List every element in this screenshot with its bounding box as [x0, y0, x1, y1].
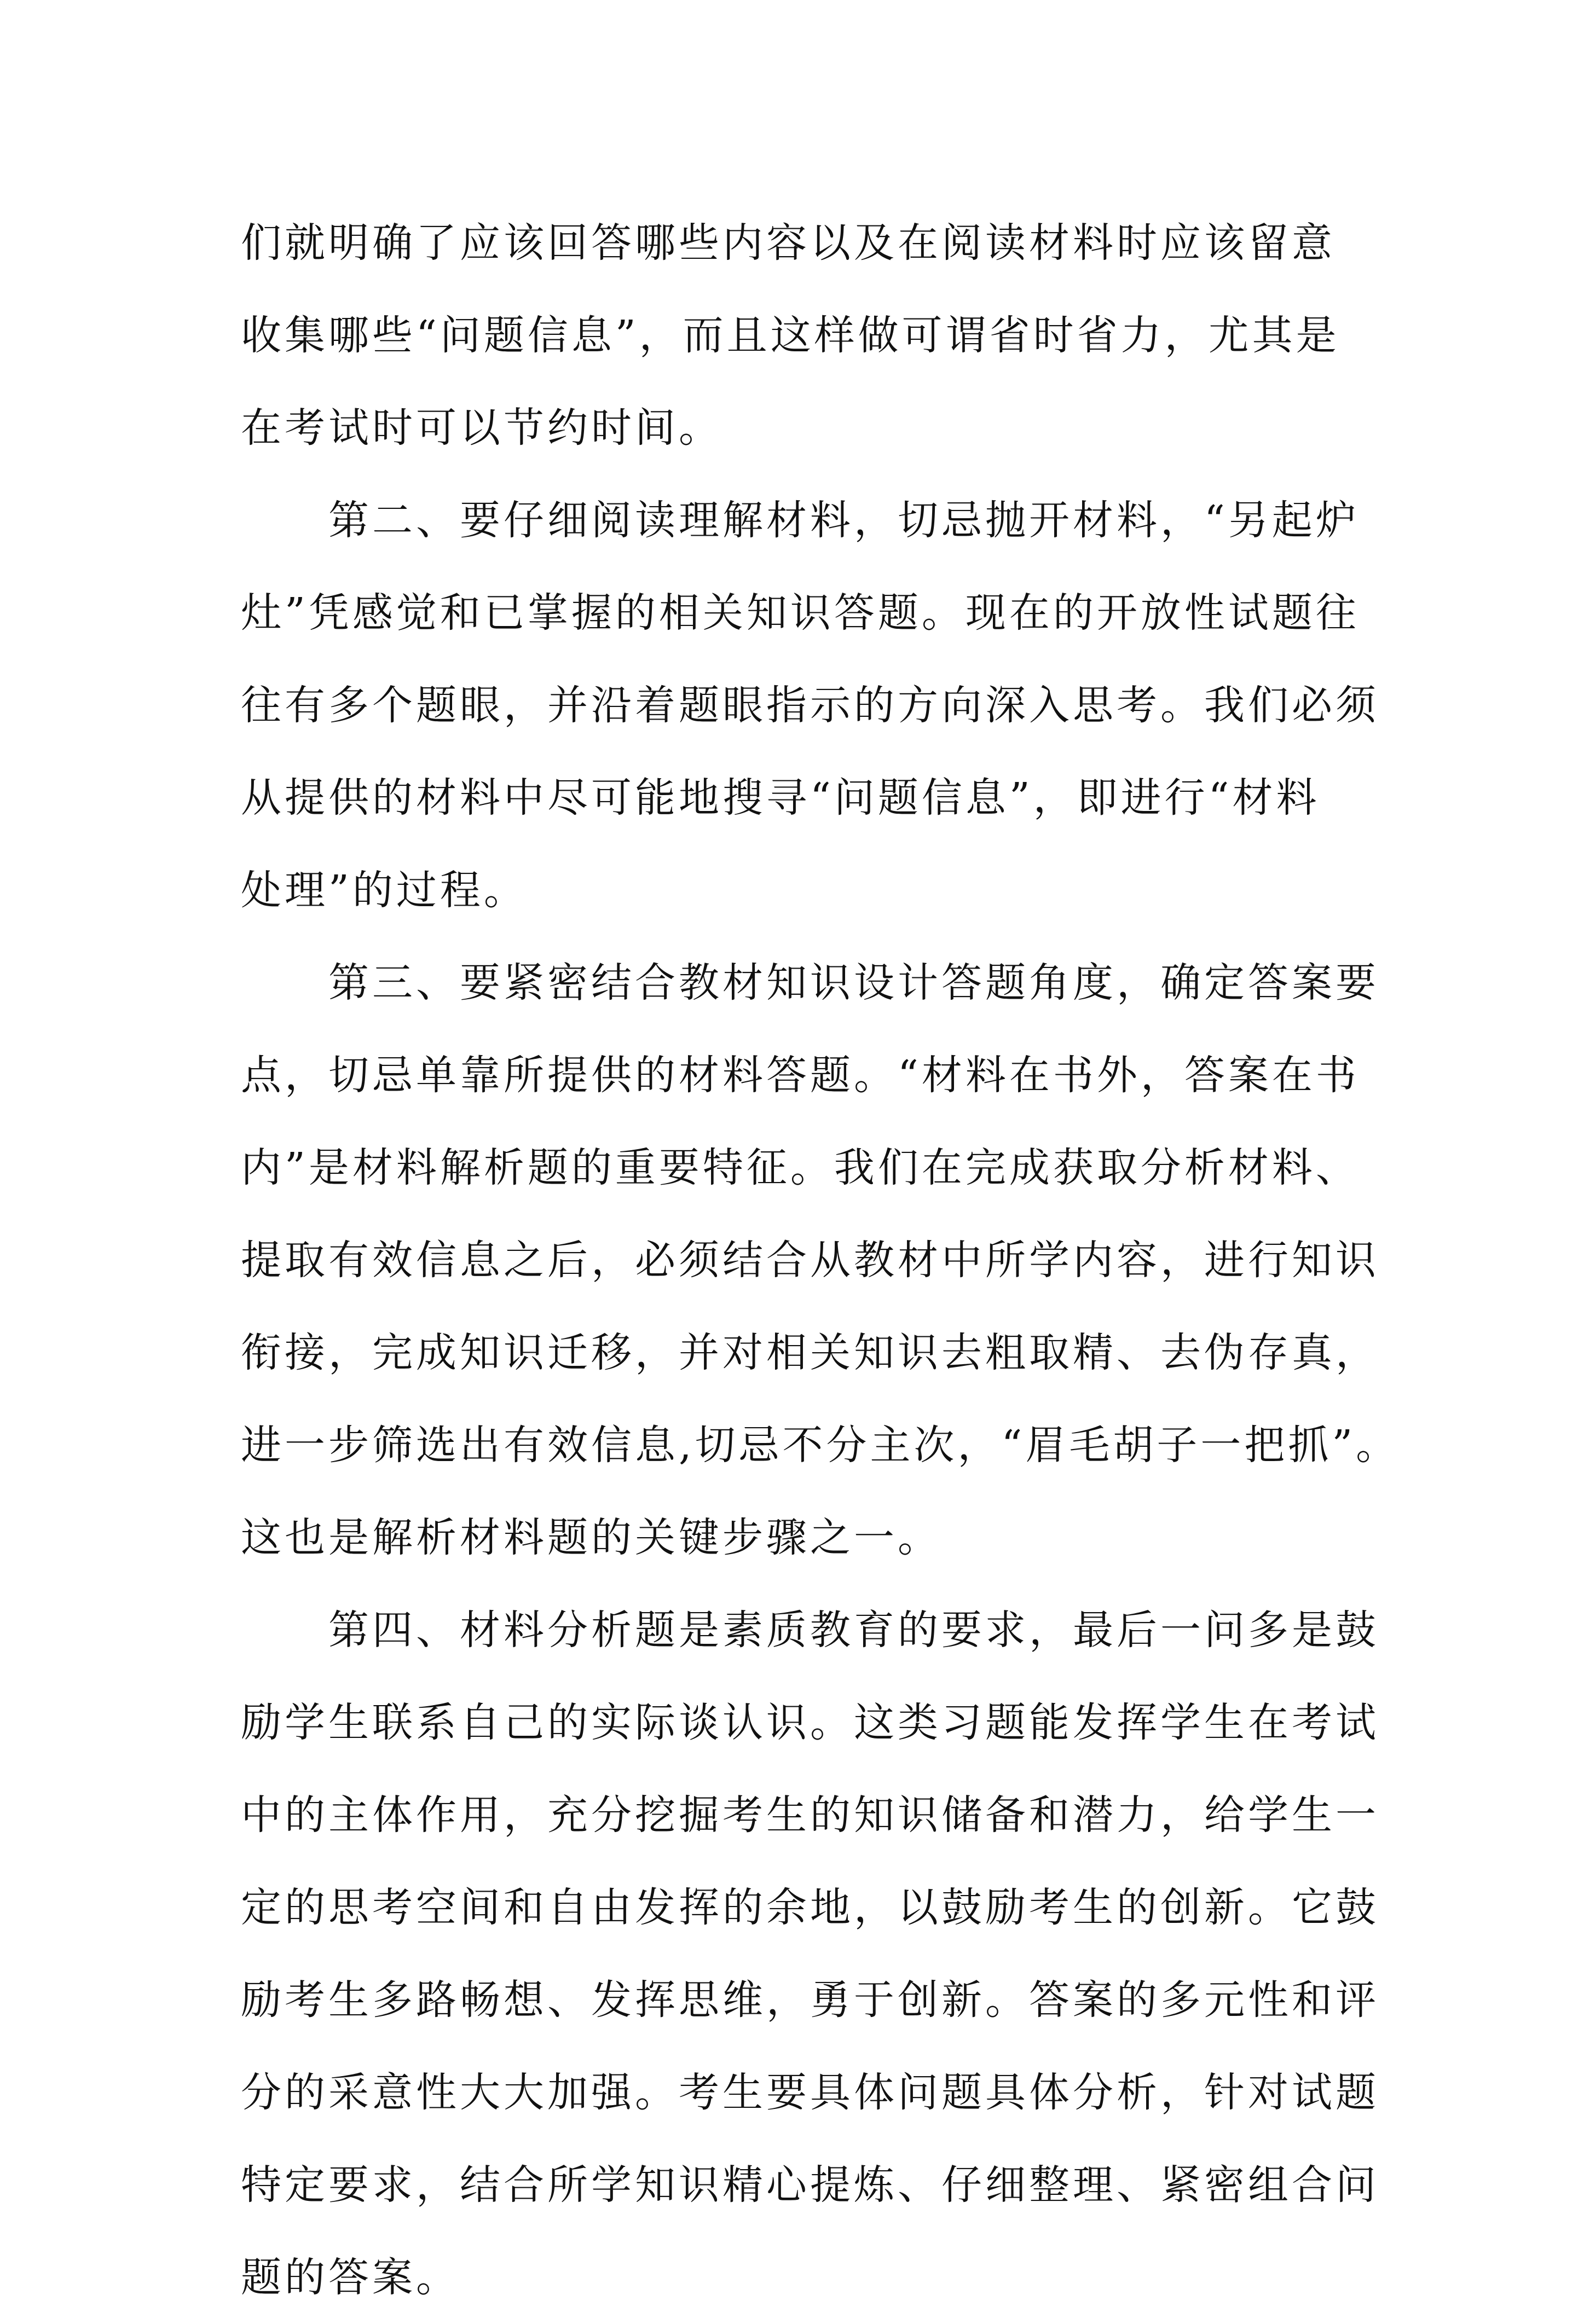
text-line: 从提供的材料中尽可能地搜寻“问题信息”，即进行“材料 — [241, 774, 1320, 821]
text-line: 们就明确了应该回答哪些内容以及在阅读材料时应该留意 — [241, 219, 1336, 266]
text-line: 进一步筛选出有效信息,切忌不分主次，“眉毛胡子一把抓”。 — [241, 1422, 1400, 1469]
text-line: 分的采意性大大加强。考生要具体问题具体分析，针对试题 — [241, 2069, 1379, 2116]
text-line: 励考生多路畅想、发挥思维，勇于创新。答案的多元性和评 — [241, 1977, 1379, 2024]
text-line: 这也是解析材料题的关键步骤之一。 — [241, 1514, 941, 1561]
text-line: 内”是材料解析题的重要特征。我们在完成获取分析材料、 — [241, 1144, 1360, 1191]
text-line: 灶”凭感觉和已掌握的相关知识答题。现在的开放性试题往 — [241, 589, 1360, 636]
paragraph-first-line: 第四、材料分析题是素质教育的要求，最后一问多是鼓 — [328, 1607, 1379, 1654]
text-line: 题的答案。 — [241, 2254, 460, 2301]
text-line: 提取有效信息之后，必须结合从教材中所学内容，进行知识 — [241, 1237, 1379, 1284]
text-line: 收集哪些“问题信息”，而且这样做可谓省时省力，尤其是 — [241, 312, 1340, 359]
text-line: 励学生联系自己的实际谈认识。这类习题能发挥学生在考试 — [241, 1699, 1379, 1746]
text-line: 特定要求，结合所学知识精心提炼、仔细整理、紧密组合问 — [241, 2161, 1379, 2209]
paragraph-first-line: 第二、要仔细阅读理解材料，切忌抛开材料，“另起炉 — [328, 497, 1360, 544]
text-line: 处理”的过程。 — [241, 867, 528, 914]
text-line: 中的主体作用，充分挖掘考生的知识储备和潜力，给学生一 — [241, 1792, 1379, 1839]
text-line: 点，切忌单靠所提供的材料答题。“材料在书外，答案在书 — [241, 1052, 1360, 1099]
text-line: 在考试时可以节约时间。 — [241, 404, 722, 451]
text-line: 定的思考空间和自由发挥的余地，以鼓励考生的创新。它鼓 — [241, 1884, 1379, 1931]
paragraph-first-line: 第三、要紧密结合教材知识设计答题角度，确定答案要 — [328, 959, 1379, 1006]
text-line: 往有多个题眼，并沿着题眼指示的方向深入思考。我们必须 — [241, 682, 1379, 729]
document-body-text — [241, 197, 1400, 2324]
text-line: 衔接，完成知识迁移，并对相关知识去粗取精、去伪存真， — [241, 1329, 1379, 1376]
